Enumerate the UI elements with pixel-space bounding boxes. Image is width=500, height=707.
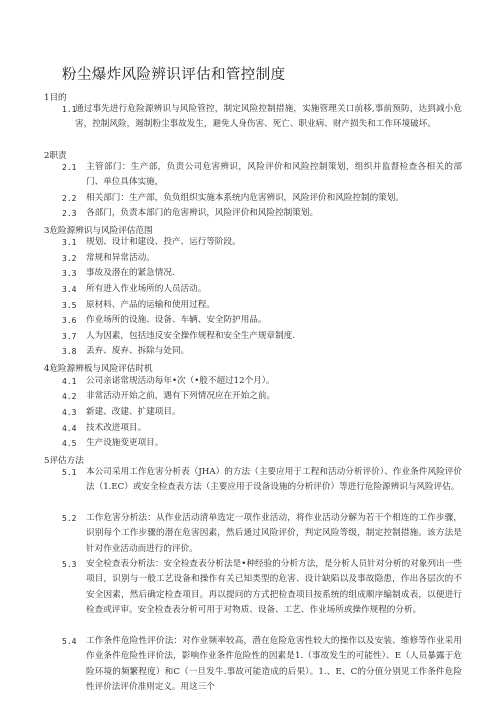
item-text: 非常活动开始之前，遇有下列情况应在开始之前。	[86, 391, 276, 401]
list-item	[62, 329, 462, 344]
list-item	[62, 344, 462, 359]
item-text: 通过事先进行危险源辨识与风险管控，制定风险控制措施，实施管理关口前移,事前预防，达到减小危害，控制风险，遏制粉尘事故发生，避免人身伤害、死亡、职业病、财产损失和工作环境破坏。	[75, 104, 462, 130]
list-item	[62, 421, 462, 436]
item-number: 3.8	[62, 347, 77, 356]
item-text: 安全检查表分析法：安全检查表分析法是•种经验的分析方法，是分析人员针对分析的对象列出一些项目，识别与一般工艺设备和操作有关已知类型的危害、设计缺陷以及事故隐患，作出各层次的不安全因素，然后确定检查项目。再以提问的方式把检查项目按系统的组成顺序编制成表，以便进行检查或评审。安全检查表分析可用于对物质、设备、工艺、作业场所或操作规程的分析。	[86, 559, 462, 616]
list-item	[62, 266, 462, 281]
item-number: 3.2	[62, 254, 77, 263]
item-number: 5.1	[62, 468, 77, 477]
item-number: 3.6	[62, 316, 77, 325]
list-item	[62, 235, 462, 250]
section-heading-timing: 4危险源辨板与风险评估时机	[44, 364, 153, 374]
item-text: 工作危害分析法：从作业活动清单选定一项作业活动，将作业活动分解为若干个相连的工作步骤，识别每个工作步骤的潜在危害因素，然后通过风险评价，判定风险等级，制定控制措施。该方法是针对作业活动而进行的评价。	[86, 513, 462, 554]
item-number: 3.5	[62, 301, 77, 310]
item-text: 相关部门：生产部，负负组织实施本系统内危害辨识，风险评价和风险控制的策划。	[86, 193, 404, 203]
item-number: 4.1	[62, 377, 77, 386]
item-text: 公司亲诺常规活动每年•次（•般不超过12个月）。	[86, 376, 275, 386]
item-text: 工作条件危险性评价法：对作业频率较高，潜在危险危害性较大的操作以及安装、维修等作业采用作业条件危险性评价法，影响作业条件危险性的因素是1.（事故发生的可能性）、E（人员暴露于危险环境的频繁程度）和C（一旦发牛.事故可能造成的后果）。1.、E、C的分值分别见工作条件危险性评价法评价准则定义。用这三个	[86, 636, 462, 693]
item-text: 本公司采用工作危害分析表（JHA）的方法（主要应用于工程和活动分析评价）、作业条件风险评价法（1.EC）或安全检查表方法（主要应用于设备设施的分析评价）等进行危险源辨识与风险评估。	[86, 467, 462, 493]
item-number: 2.1	[62, 163, 77, 172]
list-item	[62, 436, 462, 451]
item-text: 新建、改建、扩建项目。	[86, 407, 181, 417]
item-number: 4.4	[62, 424, 77, 433]
item-text: 主管部门：生产部，负责公司危害辨识，风险评价和风险控制策划，组织并监督检查各相关的部门、单位具体实施，	[86, 162, 462, 188]
item-text: 原材料、产品的运输和使用过程。	[86, 300, 215, 310]
list-item	[62, 511, 462, 557]
item-text: 技术改进项目。	[86, 423, 147, 433]
list-item	[62, 389, 462, 404]
item-text: 规划、设计和建设、投产、运行等阶段。	[86, 237, 241, 247]
list-item	[62, 102, 462, 133]
item-text: 所有进入作业场所的人员活动。	[86, 284, 207, 294]
item-number: 4.5	[62, 439, 77, 448]
list-item	[62, 465, 462, 496]
list-item	[62, 374, 462, 389]
item-number: 1.1	[62, 105, 77, 114]
list-item	[62, 298, 462, 313]
item-text: 丢弃、废弃、拆除与处同。	[86, 346, 190, 356]
item-number: 5.2	[62, 514, 77, 523]
item-number: 4.3	[62, 408, 77, 417]
item-number: 5.4	[62, 637, 77, 646]
list-item	[62, 313, 462, 328]
item-text: 作业场所的设施、设备、车辆、安全防护用品。	[86, 315, 267, 325]
item-text: 事故及潜在的紧急情况.	[86, 268, 175, 278]
section-heading-duties: 2职责	[44, 151, 67, 161]
item-number: 5.3	[62, 560, 77, 569]
item-number: 3.7	[62, 332, 77, 341]
list-item	[62, 634, 462, 696]
item-number: 3.4	[62, 285, 77, 294]
item-number: 2.2	[62, 194, 77, 203]
item-text: 生产设施变更项目。	[86, 438, 164, 448]
section-heading-scope: 3危险源辨识与风险评估范围	[44, 226, 153, 236]
list-item	[62, 282, 462, 297]
list-item	[62, 206, 462, 221]
list-item	[62, 191, 462, 206]
list-item	[62, 160, 462, 191]
item-number: 3.1	[62, 238, 77, 247]
item-number: 4.2	[62, 392, 77, 401]
section-heading-purpose: 1目的	[44, 93, 67, 103]
item-number: 3.3	[62, 269, 77, 278]
list-item	[62, 557, 462, 619]
item-text: 人为因素，包括违反安全操作规程和安全生产规章制度.	[86, 331, 295, 341]
document-title: 粉尘爆炸风险辨识评估和管控制度	[62, 67, 286, 83]
item-text: 各部门，负责本部门的危害辨识，风险评价和风险控制策划。	[86, 208, 319, 218]
item-number: 2.3	[62, 209, 77, 218]
list-item	[62, 251, 462, 266]
list-item	[62, 405, 462, 420]
item-text: 常规和异常活动。	[86, 253, 155, 263]
section-heading-methods: 5评估方法	[44, 456, 84, 466]
